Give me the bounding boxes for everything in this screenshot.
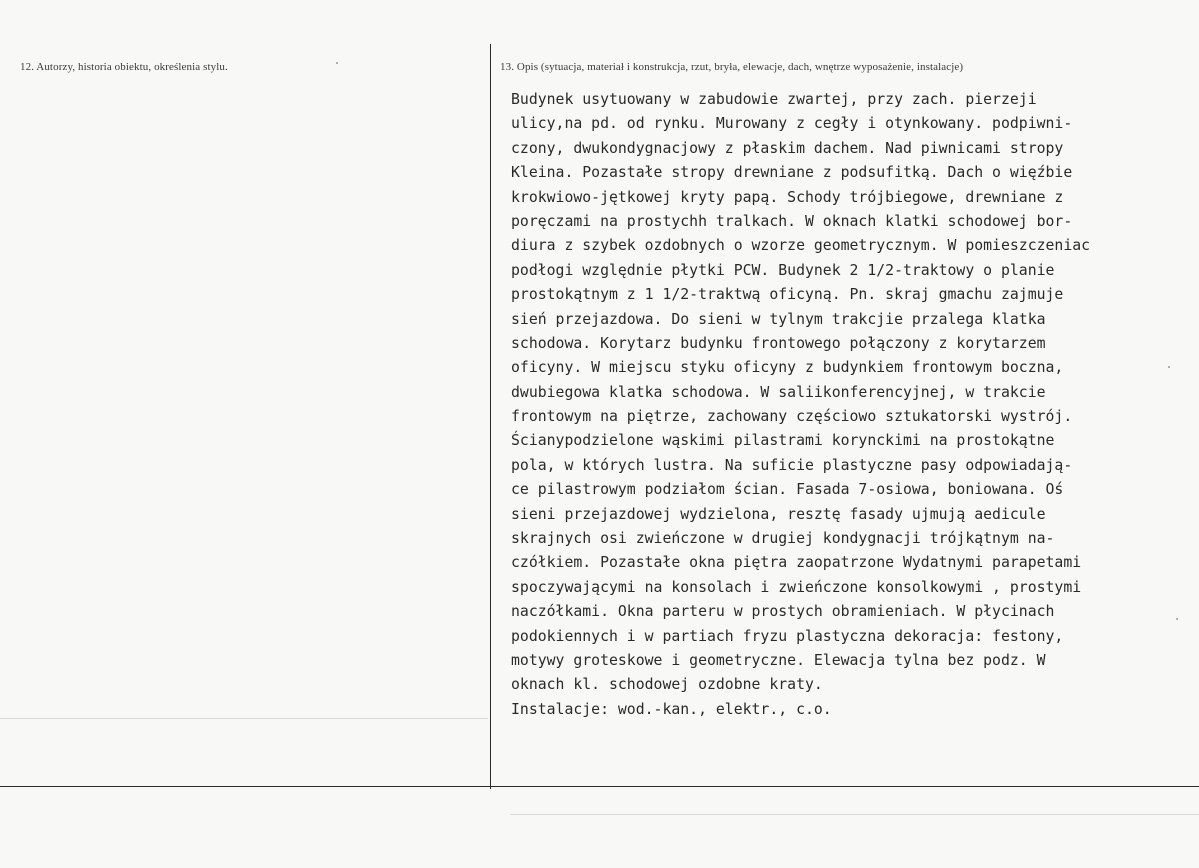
description-line: schodowa. Korytarz budynku frontowego połączony z korytarzem [511,334,1046,352]
column-divider [490,44,491,789]
description-line: naczółkami. Okna parteru w prostych obramieniach. W płycinach [511,603,1055,621]
description-line: krokwiowo-jętkowej kryty papą. Schody trójbiegowe, drewniane z [511,188,1064,206]
description-line: skrajnych osi zwieńczone w drugiej kondygnacji trójkątnym na- [511,530,1055,548]
description-line: sień przejazdowa. Do sieni w tylnym trakcjie przalega klatka [511,310,1046,328]
bottom-rule [0,786,1199,787]
section-13-description [511,88,1191,722]
faint-guide-line [0,718,488,719]
section-12-heading: 12. Autorzy, historia obiektu, określenia stylu. [20,61,228,73]
description-line: sieni przejazdowej wydzielona, resztę fasady ujmują aedicule [511,505,1046,523]
paper-speck [1168,366,1170,368]
description-line: oknach kl. schodowej ozdobne kraty. [511,676,823,694]
description-line: poręczami na prostychh tralkach. W oknach klatki schodowej bor- [511,212,1073,230]
description-line: dwubiegowa klatka schodowa. W saliikonferencyjnej, w trakcie [511,383,1046,401]
description-line: ce pilastrowym podziałom ścian. Fasada 7-osiowa, boniowana. Oś [511,481,1064,499]
description-line: motywy groteskowe i geometryczne. Elewacja tylna bez podz. W [511,651,1046,669]
description-line: Kleina. Pozastałe stropy drewniane z podsufitką. Dach o więźbie [511,164,1073,182]
description-line: czony, dwukondygnacjowy z płaskim dachem. Nad piwnicami stropy [511,139,1064,157]
description-line: podłogi względnie płytki PCW. Budynek 2 1/2-traktowy o planie [511,261,1055,279]
description-line: Ścianypodzielone wąskimi pilastrami korynckimi na prostokątne [511,432,1055,450]
section-13-heading: 13. Opis (sytuacja, materiał i konstrukcja, rzut, bryła, elewacje, dach, wnętrze wyposażenie, instalacje) [500,61,964,73]
description-line: prostokątnym z 1 1/2-traktwą oficyną. Pn. skraj gmachu zajmuje [511,286,1064,304]
paper-speck [336,62,338,64]
description-line: podokiennych i w partiach fryzu plastyczna dekoracja: festony, [511,627,1064,645]
paper-speck [1176,618,1178,620]
description-line: pola, w których lustra. Na suficie plastyczne pasy odpowiadają- [511,456,1073,474]
description-line: Instalacje: wod.-kan., elektr., c.o. [511,700,832,718]
description-line: oficyny. W miejscu styku oficyny z budynkiem frontowym boczna, [511,359,1064,377]
faint-guide-line [510,814,1199,815]
description-line: frontowym na piętrze, zachowany częściowo sztukatorski wystrój. [511,408,1073,426]
description-line: ulicy,na pd. od rynku. Murowany z cegły i otynkowany. podpiwni- [511,115,1073,133]
description-line: czółkiem. Pozastałe okna piętra zaopatrzone Wydatnymi parapetami [511,554,1082,572]
description-line: diura z szybek ozdobnych o wzorze geometrycznym. W pomieszczeniac [511,237,1091,255]
description-line: Budynek usytuowany w zabudowie zwartej, przy zach. pierzeji [511,91,1037,108]
description-line: spoczywającymi na konsolach i zwieńczone konsolkowymi , prostymi [511,578,1082,596]
